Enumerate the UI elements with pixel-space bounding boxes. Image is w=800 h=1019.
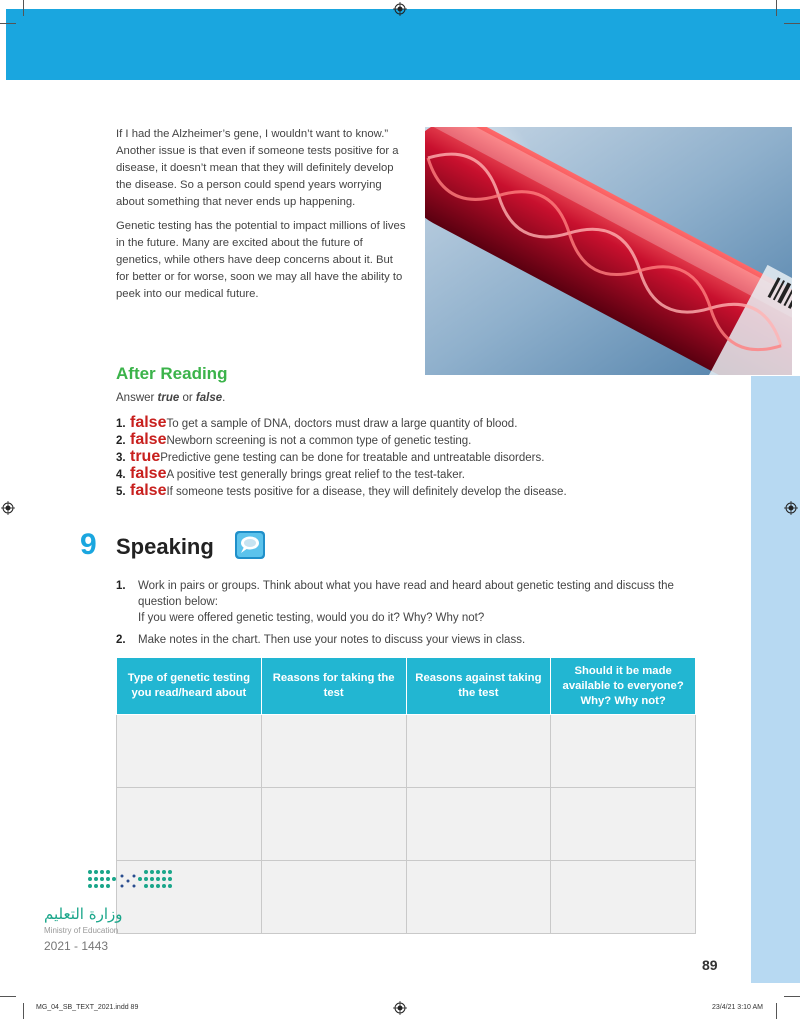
- section-title: Speaking: [116, 534, 214, 559]
- dna-test-tube-icon: [425, 127, 792, 375]
- table-row: [117, 788, 696, 861]
- after-reading-instruction: [116, 392, 225, 404]
- table-cell[interactable]: [117, 788, 262, 861]
- right-color-bar: [751, 376, 800, 983]
- article-paragraph: Genetic testing has the potential to impact millions of lives in the future. Many are excited about the future of genetics, while others have deep concerns about it. But for better or for worse, soon we may all have the ability to peek into our medical future.: [116, 220, 406, 300]
- table-header-row: [117, 658, 696, 715]
- registration-mark-icon: [1, 501, 15, 515]
- article-paragraph: If I had the Alzheimer’s gene, I wouldn’t want to know.” Another issue is that even if someone tests positive for a disease, it doesn’t mean that they will definitely develop the disease. So a person could spend years worrying about something that never ends up happening.: [116, 128, 399, 208]
- table-header: Should it be made available to everyone? Why? Why not?: [551, 658, 696, 715]
- crop-mark: [23, 1003, 24, 1019]
- crop-mark: [23, 0, 24, 16]
- crop-mark: [0, 996, 16, 997]
- list-item: [116, 482, 736, 499]
- table-cell[interactable]: [261, 861, 406, 934]
- instruction-text: Make notes in the chart. Then use your notes to discuss your views in class.: [138, 634, 526, 646]
- notes-chart-table: [116, 657, 696, 934]
- table-cell[interactable]: [551, 861, 696, 934]
- instruction-text: Work in pairs or groups. Think about what you have read and heard about genetic testing and discuss the question below:: [138, 580, 674, 608]
- item-number: 3.: [116, 452, 126, 464]
- list-item: [116, 465, 736, 482]
- item-number: 2.: [116, 435, 126, 447]
- instruction-text: Answer: [116, 392, 158, 404]
- item-number: 2.: [116, 634, 126, 646]
- instruction-false: false: [195, 392, 223, 404]
- table-header: Type of genetic testing you read/heard about: [117, 658, 262, 715]
- speaking-instructions: [116, 578, 696, 654]
- dna-test-tube-photo: [425, 127, 792, 375]
- table-cell[interactable]: [406, 788, 551, 861]
- crop-mark: [776, 1003, 777, 1019]
- true-false-list: [116, 414, 736, 499]
- answer-text[interactable]: false: [130, 431, 167, 448]
- item-number: 5.: [116, 486, 126, 498]
- statement-text: If someone tests positive for a disease, they will definitely develop the disease.: [166, 486, 567, 498]
- item-number: 4.: [116, 469, 126, 481]
- table-cell[interactable]: [261, 788, 406, 861]
- ministry-logo-dots-icon: [86, 868, 178, 898]
- list-item: [116, 431, 736, 448]
- statement-text: Newborn screening is not a common type of genetic testing.: [166, 435, 472, 447]
- ministry-name-arabic: وزارة التعليم: [44, 905, 123, 923]
- registration-mark-icon: [393, 1001, 407, 1015]
- table-cell[interactable]: [406, 715, 551, 788]
- table-cell[interactable]: [261, 715, 406, 788]
- list-item: [116, 448, 736, 465]
- instruction-true: true: [157, 392, 180, 404]
- list-item: [116, 414, 736, 431]
- statement-text: A positive test generally brings great relief to the test-taker.: [166, 469, 465, 481]
- registration-mark-icon: [784, 501, 798, 515]
- ministry-name-english: Ministry of Education: [44, 926, 119, 935]
- registration-mark-icon: [393, 2, 407, 16]
- top-color-bar: [6, 9, 800, 80]
- table-cell[interactable]: [551, 715, 696, 788]
- article-text: [116, 126, 406, 310]
- ministry-year: 2021 - 1443: [44, 939, 109, 953]
- table-header: Reasons for taking the test: [261, 658, 406, 715]
- instruction-text: .: [222, 392, 226, 404]
- section-number: 9: [80, 528, 97, 561]
- page-number: 89: [702, 957, 718, 973]
- answer-text[interactable]: false: [130, 414, 167, 431]
- table-cell[interactable]: [551, 788, 696, 861]
- crop-mark: [776, 0, 777, 16]
- crop-mark: [784, 23, 800, 24]
- item-number: 1.: [116, 418, 126, 430]
- table-row: [117, 861, 696, 934]
- instruction-text: or: [179, 392, 196, 404]
- print-slug-file: MG_04_SB_TEXT_2021.indd 89: [36, 1004, 139, 1011]
- table-header: Reasons against taking the test: [406, 658, 551, 715]
- statement-text: Predictive gene testing can be done for treatable and untreatable disorders.: [160, 452, 545, 464]
- crop-mark: [0, 23, 16, 24]
- after-reading-title: After Reading: [116, 364, 228, 383]
- print-slug-date: 23/4/21 3:10 AM: [712, 1004, 763, 1011]
- crop-mark: [784, 996, 800, 997]
- statement-text: To get a sample of DNA, doctors must draw a large quantity of blood.: [166, 418, 518, 430]
- table-row: [117, 715, 696, 788]
- answer-text[interactable]: false: [130, 465, 167, 482]
- list-item: [116, 578, 696, 626]
- answer-text[interactable]: true: [130, 448, 161, 465]
- table-cell[interactable]: [117, 715, 262, 788]
- instruction-question: If you were offered genetic testing, would you do it? Why? Why not?: [138, 612, 485, 624]
- answer-text[interactable]: false: [130, 482, 167, 499]
- list-item: [116, 632, 696, 648]
- table-cell[interactable]: [406, 861, 551, 934]
- item-number: 1.: [116, 580, 126, 592]
- speech-bubble-icon: [235, 531, 265, 559]
